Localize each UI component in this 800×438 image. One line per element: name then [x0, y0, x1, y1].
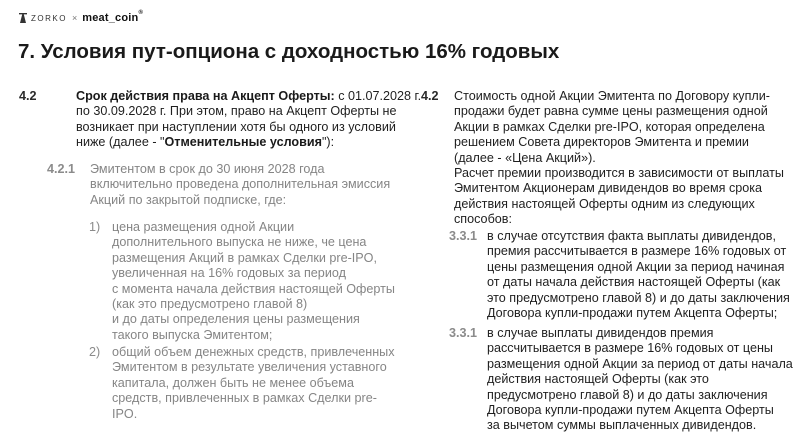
- meat-coin-logo: meat_coin®: [82, 10, 144, 24]
- zorko-logo-icon: [19, 13, 27, 23]
- clause-heading: Срок действия права на Акцепт Оферты:: [76, 89, 335, 103]
- subclause-number: 3.3.1: [449, 229, 478, 243]
- list-item-2: общий объем денежных средств, привлеченных Эмитентом в результате увеличения уставного капитала, должен быть не менее объема средств, привлеченных в рамках Сделки pre- IPO.: [112, 345, 395, 421]
- clause-3-3-1-with-dividends: в случае выплаты дивидендов премия рассчитывается в размере 16% годовых от цены размещения одной Акции за период от даты начала действия настоящей Оферты (как это предусмотрено главой 8) и до даты заключения Договора купли-продажи путем Акцепта Оферты за вычетом суммы выплаченных дивидендов.: [487, 326, 793, 433]
- clause-4-2-1-text: Эмитентом в срок до 30 июня 2028 года включительно проведена дополнительная эмиссия Акций по закрытой подписке, где:: [90, 162, 391, 207]
- subclause-number: 4.2.1: [47, 162, 76, 176]
- clause-4-2-text: Срок действия права на Акцепт Оферты: с 01.07.2028 г. по 30.09.2028 г. При этом, право на Акцепт Оферты не возникает при наступлении хотя бы одного из условий ниже (далее - "Отменительные условия"):: [76, 89, 422, 150]
- brand-separator: ×: [71, 13, 78, 23]
- clause-number: 4.2: [421, 89, 439, 103]
- zorko-logo-text: ZORKO: [31, 13, 67, 23]
- list-marker: 2): [89, 345, 101, 359]
- list-item-1: цена размещения одной Акции дополнительного выпуска не ниже, че цена размещения Акций в рамках Сделки pre-IPO, увеличенная на 16% годовых за период с момента начала действия настоящей Оферты (как это предусмотрено главой 8) и до даты определения цены размещения такого выпуска Эмитентом;: [112, 220, 395, 342]
- list-marker: 1): [89, 220, 101, 234]
- clause-3-3-1-no-dividends: в случае отсутствия факта выплаты дивидендов, премия рассчитывается в размере 16% годовых от цены размещения одной Акции за период начиная от даты начала действия настоящей Оферты (как это предусмотрено главой 8) и до даты заключения Договора купли-продажи путем Акцепта Оферты;: [487, 229, 790, 320]
- clause-number: 4.2: [19, 89, 37, 103]
- clause-4-2-price-text: Стоимость одной Акции Эмитента по Договору купли- продажи будет равна сумме цены размещения одной Акции в рамках Сделки pre-IPO, которая определена решением Совета директоров Эмитента и премии (далее - «Цена Акций»). Расчет премии производится в зависимости от выплаты Эмитентом Акционерам дивидендов во время срока действия настоящей Оферты одним из следующих способов:: [454, 89, 784, 227]
- subclause-number: 3.3.1: [449, 326, 478, 340]
- brand-header: [19, 10, 143, 26]
- page-title: 7. Условия пут-опциона с доходностью 16% годовых: [18, 40, 560, 63]
